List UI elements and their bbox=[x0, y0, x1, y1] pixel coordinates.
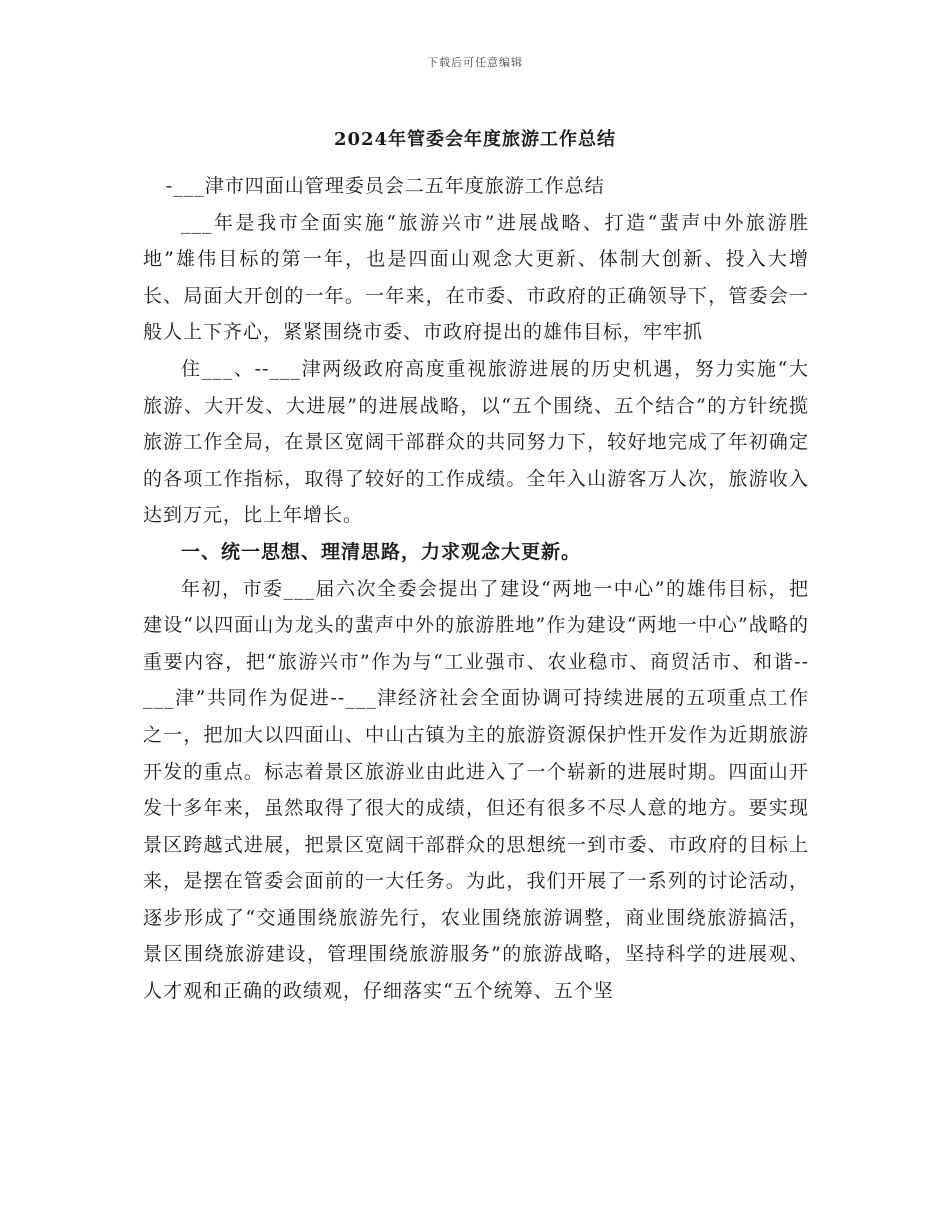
paragraph-achievements: 住___、--___津两级政府高度重视旅游进展的历史机遇，努力实施“大旅游、大开发、大进展”的进展战略，以“五个围绕、五个结合”的方针统揽旅游工作全局，在景区宽阔干部群众的共同努力下，较好地完成了年初确定的各项工作指标，取得了较好的工作成绩。全年入山游客万人次，旅游收入达到万元，比上年增长。 bbox=[143, 357, 809, 527]
paragraph-intro: ___年是我市全面实施“旅游兴市”进展战略、打造“蜚声中外旅游胜地”雄伟目标的第一年，也是四面山观念大更新、体制大创新、投入大增长、局面大开创的一年。一年来，在市委、市政府的正确领导下，管委会一般人上下齐心，紧紧围绕市委、市政府提出的雄伟目标，牢牢抓 bbox=[143, 211, 809, 344]
document-body bbox=[143, 168, 809, 1010]
paragraph-section-1: 年初，市委___届六次全委会提出了建设“两地一中心”的雄伟目标，把建设“以四面山为龙头的蜚声中外的旅游胜地”作为建设“两地一中心”战略的重要内容，把“旅游兴市”作为与“工业强市、农业稳市、商贸活市、和谐--___津”共同作为促进--___津经济社会全面协调可持续进展的五项重点工作之一，把加大以四面山、中山古镇为主的旅游资源保护性开发作为近期旅游开发的重点。标志着景区旅游业由此进入了一个崭新的进展时期。四面山开发十多年来，虽然取得了很大的成绩，但还有很多不尽人意的地方。要实现景区跨越式进展，把景区宽阔干部群众的思想统一到市委、市政府的目标上来，是摆在管委会面前的一大任务。为此，我们开展了一系列的讨论活动，逐步形成了“交通围绕旅游先行，农业围绕旅游调整，商业围绕旅游搞活，景区围绕旅游建设，管理围绕旅游服务”的旅游战略，坚持科学的进展观、人才观和正确的政绩观，仔细落实“五个统筹、五个坚 bbox=[143, 577, 809, 1003]
document-subtitle: -___津市四面山管理委员会二五年度旅游工作总结 bbox=[165, 175, 605, 197]
download-note: 下载后可任意编辑 bbox=[427, 56, 523, 69]
section-heading-1: 一、统一思想、理清思路，力求观念大更新。 bbox=[181, 540, 582, 563]
document-title: 2024年管委会年度旅游工作总结 bbox=[333, 129, 617, 150]
